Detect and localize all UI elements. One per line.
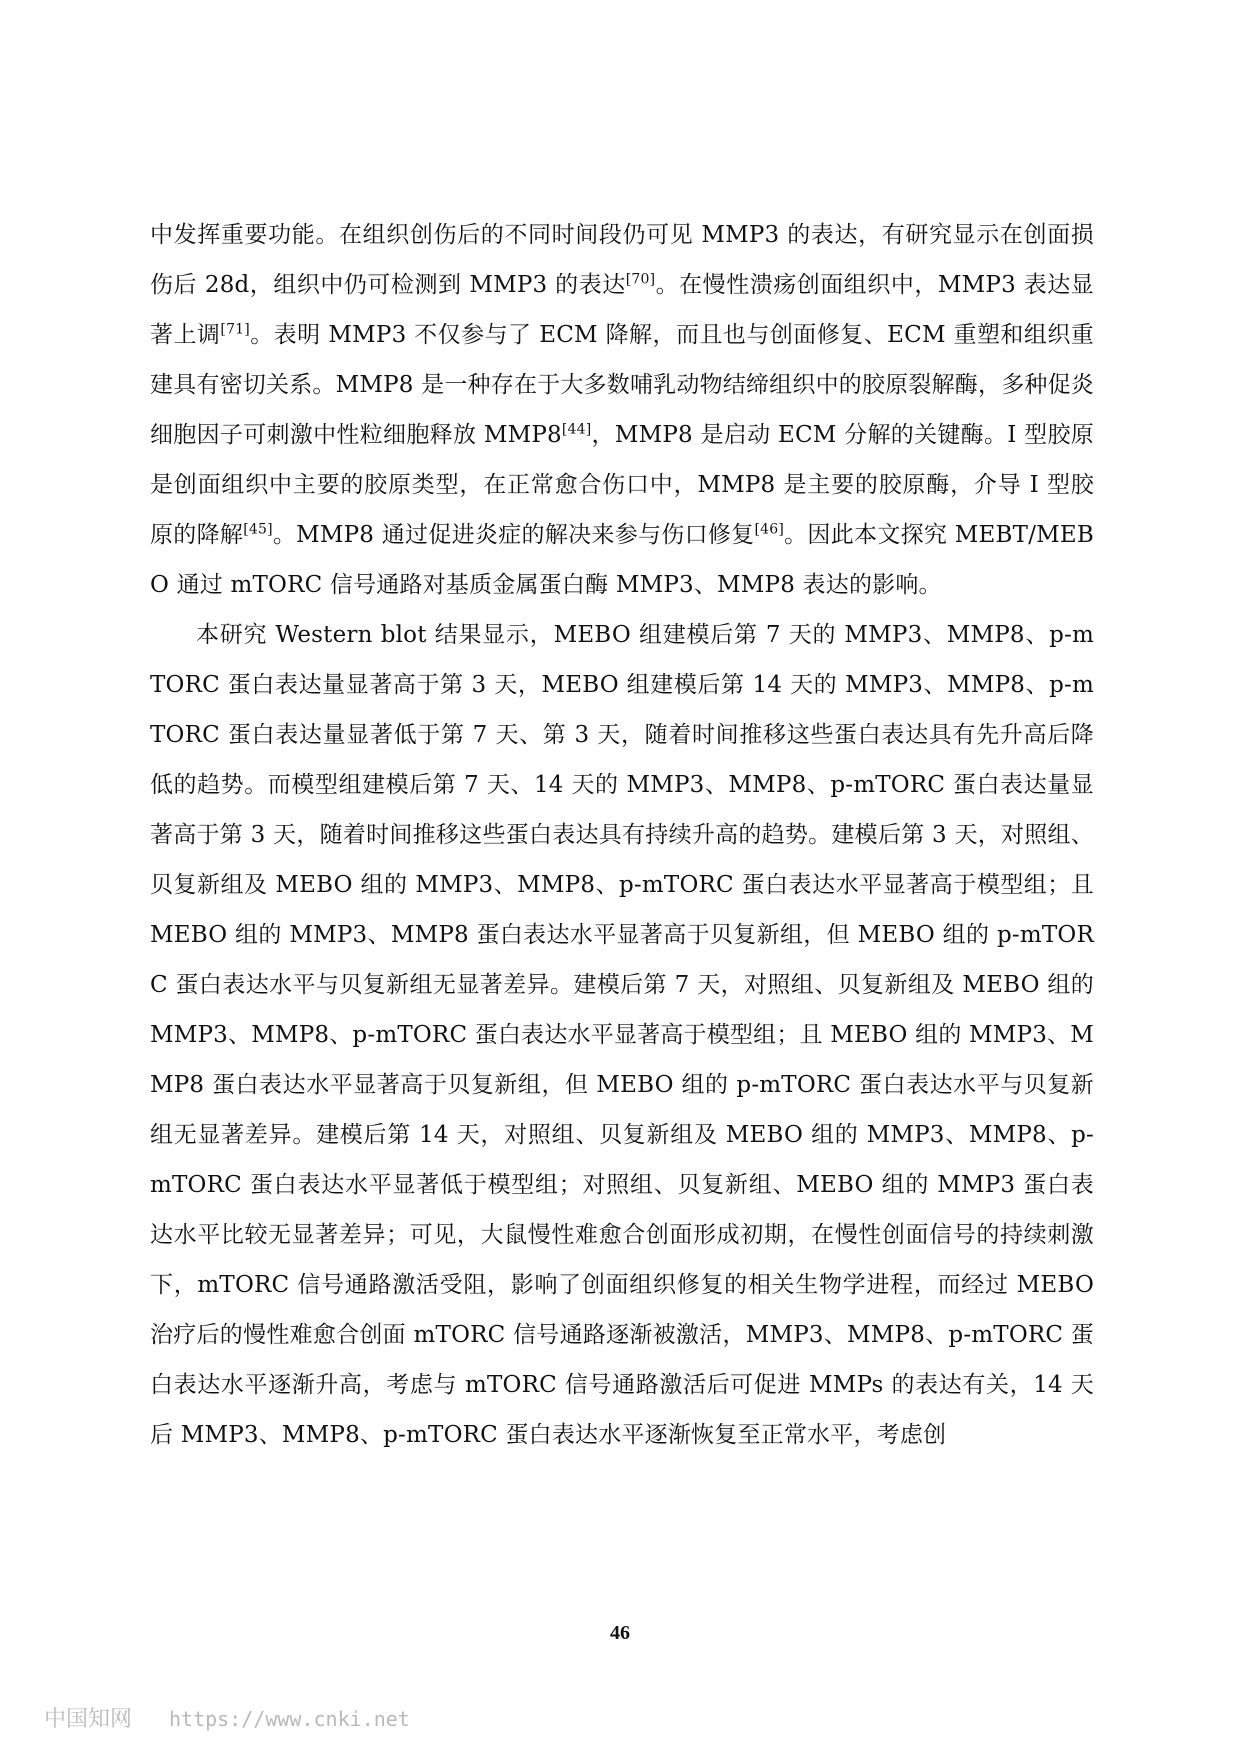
body-text [150,210,1094,1460]
page-number: 46 [610,1622,630,1644]
paragraph-text: 。在慢性溃疡创面组织中，MMP3 表达显著上调 [150,272,1094,348]
citation-reference: [45] [243,521,273,538]
citation-reference: [71] [220,321,250,338]
paragraph-text: 。MMP8 通过促进炎症的解决来参与伤口修复 [272,522,755,548]
citation-reference: [44] [561,421,592,438]
citation-reference: [46] [754,521,785,538]
watermark-url: https://www.cnki.net [169,1707,410,1731]
paragraph-text: 。表明 MMP3 不仅参与了 ECM 降解，而且也与创面修复、ECM 重塑和组织重建具有密切关系。MMP8 是一种存在于大多数哺乳动物结缔组织中的胶原裂解酶，多种促炎细胞因子可刺激中性粒细胞释放 MMP8 [150,322,1094,448]
paragraph [150,210,1094,610]
watermark [44,1702,410,1733]
paragraph-text: ，MMP8 是启动 ECM 分解的关键酶。I 型胶原是创面组织中主要的胶原类型，在正常愈合伤口中，MMP8 是主要的胶原酶，介导 I 型胶原的降解 [150,422,1094,548]
paragraph-text: 。因此本文探究 MEBT/MEBO 通过 mTORC 信号通路对基质金属蛋白酶 MMP3、MMP8 表达的影响。 [150,522,1094,598]
paragraph [150,610,1094,1460]
paragraph-text: 本研究 Western blot 结果显示，MEBO 组建模后第 7 天的 MMP3、MMP8、p-mTORC 蛋白表达量显著高于第 3 天，MEBO 组建模后第 14 天的 MMP3、MMP8、p-mTORC 蛋白表达量显著低于第 7 天、第 3 天，随着时间推移这些蛋白表达具有先升高后降低的趋势。而模型组建模后第 7 天、14 天的 MMP3、MMP8、p-mTORC 蛋白表达量显著高于第 3 天，随着时间推移这些蛋白表达具有持续升高的趋势。建模后第 3 天，对照组、贝复新组及 MEBO 组的 MMP3、MMP8、p-mTORC 蛋白表达水平显著高于模型组；且 MEBO 组的 MMP3、MMP8 蛋白表达水平显著高于贝复新组，但 MEBO 组的 p-mTORC 蛋白表达水平与贝复新组无显著差异。建模后第 7 天，对照组、贝复新组及 MEBO 组的 MMP3、MMP8、p-mTORC 蛋白表达水平显著高于模型组；且 MEBO 组的 MMP3、MMP8 蛋白表达水平显著高于贝复新组，但 MEBO 组的 p-mTORC 蛋白表达水平与贝复新组无显著差异。建模后第 14 天，对照组、贝复新组及 MEBO 组的 MMP3、MMP8、p-mTORC 蛋白表达水平显著低于模型组；对照组、贝复新组、MEBO 组的 MMP3 蛋白表达水平比较无显著差异；可见，大鼠慢性难愈合创面形成初期，在慢性创面信号的持续刺激下，mTORC 信号通路激活受阻，影响了创面组织修复的相关生物学进程，而经过 MEBO 治疗后的慢性难愈合创面 mTORC 信号通路逐渐被激活，MMP3、MMP8、p-mTORC 蛋白表达水平逐渐升高，考虑与 mTORC 信号通路激活后可促进 MMPs 的表达有关，14 天后 MMP3、MMP8、p-mTORC 蛋白表达水平逐渐恢复至正常水平，考虑创 [150,622,1094,1448]
watermark-name: 中国知网 [44,1707,133,1732]
citation-reference: [70] [625,271,656,288]
paragraph-text: 中发挥重要功能。在组织创伤后的不同时间段仍可见 MMP3 的表达，有研究显示在创面损伤后 28d，组织中仍可检测到 MMP3 的表达 [150,222,1094,298]
